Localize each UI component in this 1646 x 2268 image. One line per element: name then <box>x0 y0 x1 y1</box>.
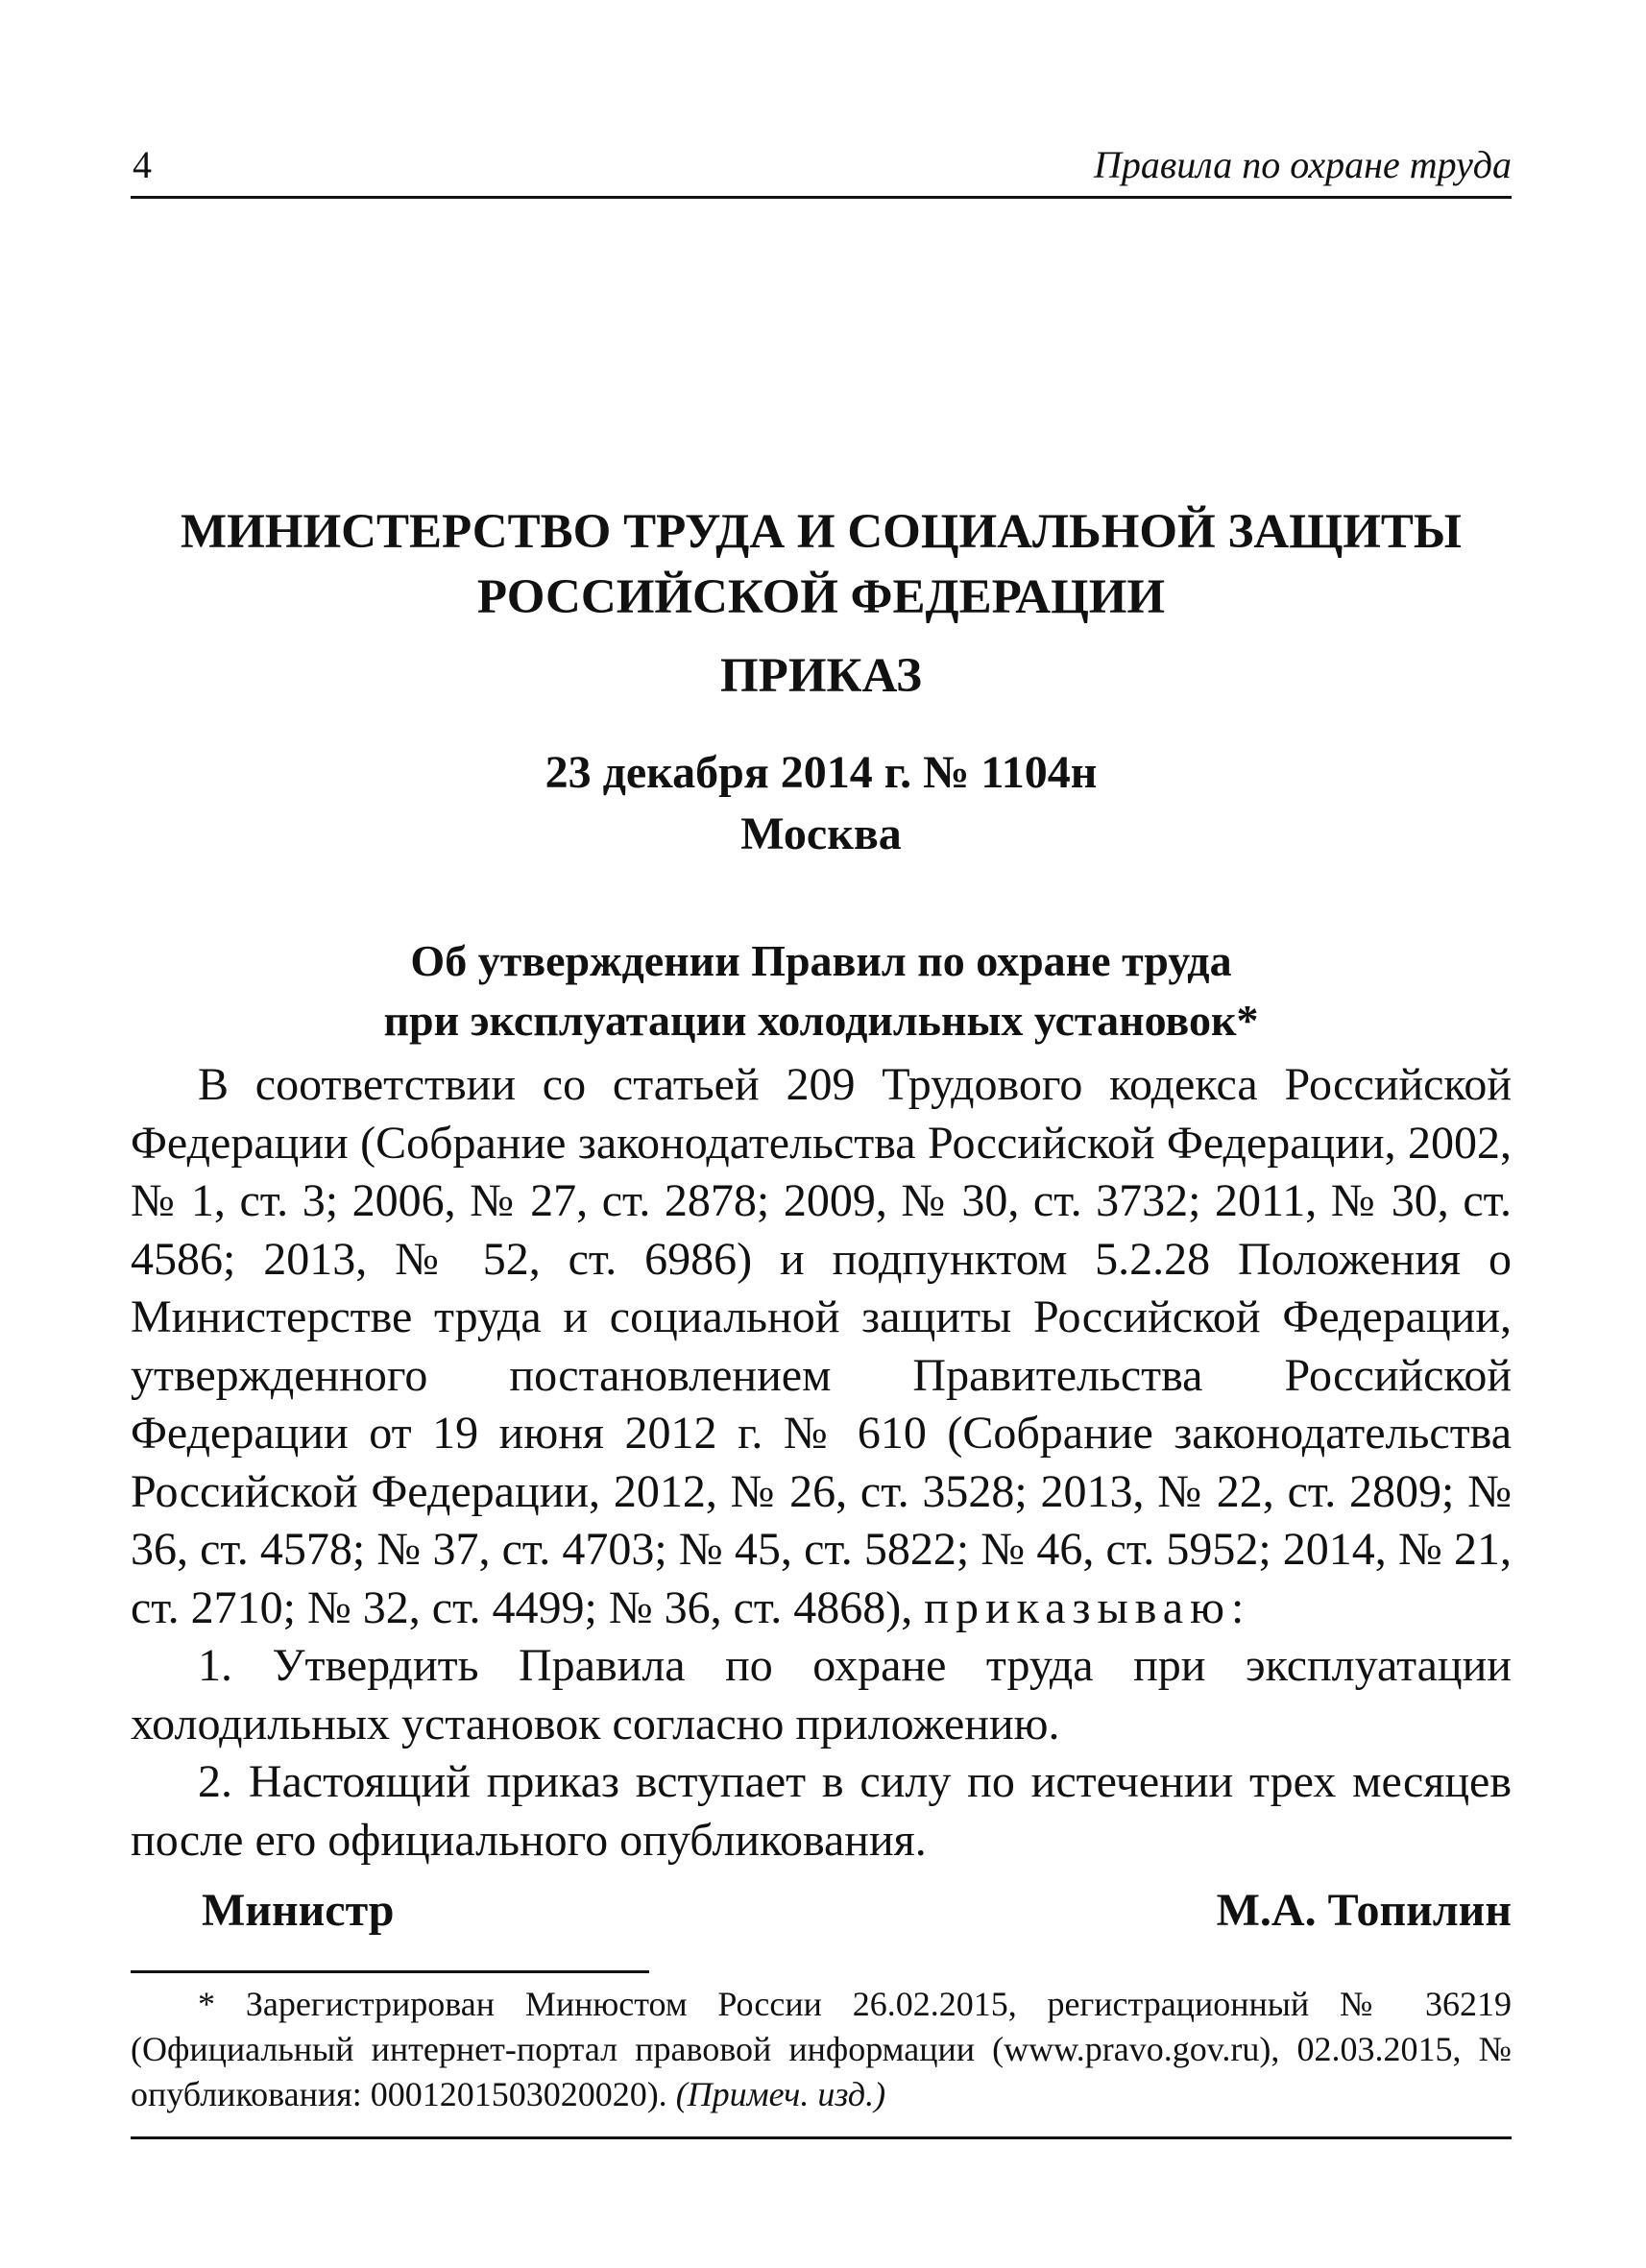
document-body <box>131 1056 1512 1870</box>
ministry-line-2: РОССИЙСКОЙ ФЕДЕРАЦИИ <box>476 570 1166 624</box>
signature-block <box>202 1880 1512 1947</box>
running-title: Правила по охране труда <box>1094 143 1512 186</box>
page-number: 4 <box>133 143 152 186</box>
preamble-paragraph <box>131 1056 1512 1637</box>
document-date: 23 декабря 2014 г. № 1104н <box>545 747 1098 798</box>
running-header <box>131 142 1512 199</box>
order-item-1: 1. Утвердить Правила по охране труда при эксплуатации холодильных установок согласно приложению. <box>131 1640 1512 1749</box>
document-type: ПРИКАЗ <box>720 649 922 703</box>
date-block <box>131 742 1512 865</box>
bottom-divider <box>131 2136 1512 2139</box>
document-subject <box>131 931 1512 1050</box>
subject-line-2: при эксплуатации холодильных установок* <box>383 996 1259 1045</box>
preamble-text: В соответствии со статьей 209 Трудового кодекса Российской Федерации (Собрание законодательства Российской Федерации, 2002, № 1, ст. 3; 2006, № 27, ст. 2878; 2009, № 30, ст. 3732; 2011, № 30, ст. 4586; 2013, № 52, ст. 6986) и подпунктом 5.2.28 Положения о Министерстве труда и социальной защиты Российской Федерации, утвержденного постановлением Правительства Российской Федерации от 19 июня 2012 г. № 610 (Собрание законодательства Российской Федерации, 2012, № 26, ст. 3528; 2013, № 22, ст. 2809; № 36, ст. 4578; № 37, ст. 4703; № 45, ст. 5822; № 46, ст. 5952; 2014, № 21, ст. 2710; № 32, ст. 4499; № 36, ст. 4868), <box>131 1059 1512 1633</box>
order-item-2: 2. Настоящий приказ вступает в силу по истечении трех месяцев после его официального опубликования. <box>131 1756 1512 1866</box>
ministry-line-1: МИНИСТЕРСТВО ТРУДА И СОЦИАЛЬНОЙ ЗАЩИТЫ <box>181 505 1462 559</box>
signatory-role: Министр <box>202 1885 395 1936</box>
footnote-editor-note: (Примеч. изд.) <box>675 2075 886 2113</box>
ministry-heading <box>131 499 1512 630</box>
order-colon: : <box>1230 1581 1245 1633</box>
footnote-text: * Зарегистрирован Минюстом России 26.02.2015, регистрационный № 36219 (Официальный интернет-портал правовой информации (www.pravo.gov.ru), 02.03.2015, № опубликования: 0001201503020020). <box>131 1985 1512 2113</box>
footnote-divider <box>131 1970 649 1973</box>
document-city: Москва <box>740 808 902 859</box>
order-word: приказываю <box>924 1581 1231 1633</box>
subject-line-1: Об утверждении Правил по охране труда <box>410 936 1232 985</box>
footnote <box>131 1982 1512 2117</box>
signatory-name: М.А. Топилин <box>1216 1885 1512 1936</box>
footnote-paragraph <box>131 1982 1512 2117</box>
